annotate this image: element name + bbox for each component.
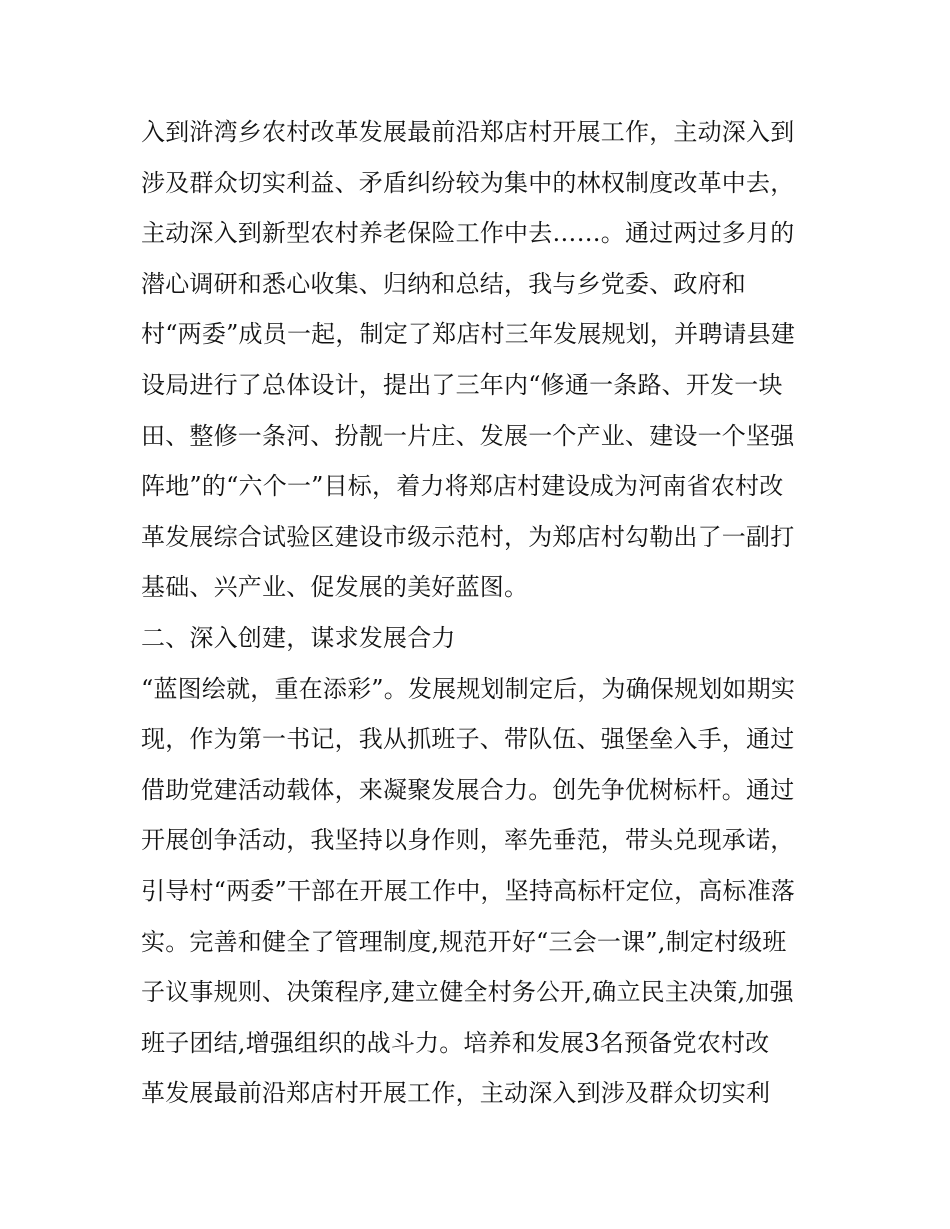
text-line: 基础、兴产业、促发展的美好蓝图。 xyxy=(141,573,529,602)
text-line: 现，作为第一书记，我从抓班子、带队伍、强堡垒入手，通过 xyxy=(141,725,795,754)
text-line: 涉及群众切实利益、矛盾纠纷较为集中的林权制度改革中去， xyxy=(141,168,795,197)
text-line: “蓝图绘就，重在添彩”。发展规划制定后，为确保规划如期实 xyxy=(141,674,796,703)
text-line: 主动深入到新型农村养老保险工作中去……。通过两过多月的 xyxy=(141,219,795,248)
text-line: 田、整修一条河、扮靓一片庄、发展一个产业、建设一个坚强 xyxy=(141,421,795,450)
text-line: 借助党建活动载体，来凝聚发展合力。创先争优树标杆。通过 xyxy=(141,775,795,804)
text-line: 子议事规则、决策程序,建立健全村务公开,确立民主决策,加强 xyxy=(141,978,794,1007)
text-line: 入到浒湾乡农村改革发展最前沿郑店村开展工作，主动深入到 xyxy=(141,118,795,146)
text-line: 革发展最前沿郑店村开展工作，主动深入到涉及群众切实利 xyxy=(141,1079,771,1108)
text-line: 阵地”的“六个一”目标，着力将郑店村建设成为河南省农村改 xyxy=(141,472,784,501)
text-line: 实。完善和健全了管理制度,规范开好“三会一课”,制定村级班 xyxy=(141,927,787,956)
text-line: 班子团结,增强组织的战斗力。培养和发展3名预备党农村改 xyxy=(141,1028,770,1057)
text-line: 设局进行了总体设计，提出了三年内“修通一条路、开发一块 xyxy=(141,370,783,399)
text-line: 革发展综合试验区建设市级示范村，为郑店村勾勒出了一副打 xyxy=(141,522,795,551)
section-heading: 二、深入创建，谋求发展合力 xyxy=(141,623,456,652)
text-line: 开展创争活动，我坚持以身作则，率先垂范，带头兑现承诺， xyxy=(141,826,795,855)
text-line: 引导村“两委”干部在开展工作中，坚持高标杆定位，高标准落 xyxy=(141,876,796,905)
text-line: 村“两委”成员一起，制定了郑店村三年发展规划，并聘请县建 xyxy=(141,320,796,349)
text-line: 潜心调研和悉心收集、归纳和总结，我与乡党委、政府和 xyxy=(141,269,746,298)
body-text xyxy=(141,107,821,1119)
